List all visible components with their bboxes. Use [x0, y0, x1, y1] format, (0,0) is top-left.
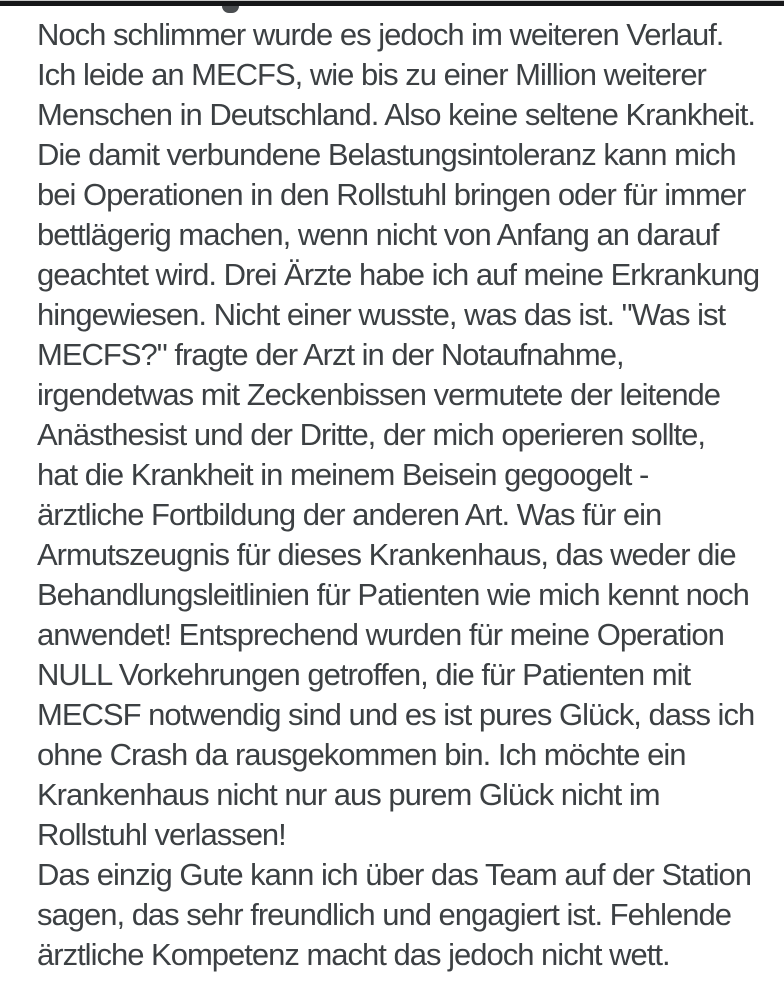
text-line: geachtet wird. Drei Ärzte habe ich auf meine Erkrankung	[37, 257, 760, 292]
text-line: Das einzig Gute kann ich über das Team auf der Station	[37, 857, 751, 892]
text-line: ohne Crash da rausgekommen bin. Ich möchte ein	[37, 737, 686, 772]
text-line: bettlägerig machen, wenn nicht von Anfang an darauf	[37, 217, 719, 252]
text-line: ärztliche Kompetenz macht das jedoch nicht wett.	[37, 937, 670, 972]
text-line: anwendet! Entsprechend wurden für meine Operation	[37, 617, 724, 652]
text-line: Menschen in Deutschland. Also keine seltene Krankheit.	[37, 97, 756, 132]
text-line: MECFS?" fragte der Arzt in der Notaufnahme,	[37, 337, 624, 372]
text-line: Noch schlimmer wurde es jedoch im weiteren Verlauf.	[37, 17, 724, 52]
text-line: Behandlungsleitlinien für Patienten wie mich kennt noch	[37, 577, 749, 612]
text-line: ärztliche Fortbildung der anderen Art. Was für ein	[37, 497, 662, 532]
text-line: hat die Krankheit in meinem Beisein gegoogelt -	[37, 457, 649, 492]
cropped-ui-top-edge	[0, 0, 784, 6]
review-text-block	[37, 15, 762, 975]
text-line: Rollstuhl verlassen!	[37, 817, 286, 852]
text-line: Die damit verbundene Belastungsintoleranz kann mich	[37, 137, 736, 172]
cropped-text-descender	[222, 6, 239, 13]
text-line: MECSF notwendig sind und es ist pures Glück, dass ich	[37, 697, 755, 732]
text-line: Ich leide an MECFS, wie bis zu einer Million weiterer	[37, 57, 706, 92]
text-line: Anästhesist und der Dritte, der mich operieren sollte,	[37, 417, 705, 452]
text-line: hingewiesen. Nicht einer wusste, was das ist. "Was ist	[37, 297, 726, 332]
text-line: Armutszeugnis für dieses Krankenhaus, das weder die	[37, 537, 736, 572]
text-line: bei Operationen in den Rollstuhl bringen oder für immer	[37, 177, 746, 212]
text-line: NULL Vorkehrungen getroffen, die für Patienten mit	[37, 657, 691, 692]
text-line: sagen, das sehr freundlich und engagiert ist. Fehlende	[37, 897, 731, 932]
text-line: Krankenhaus nicht nur aus purem Glück nicht im	[37, 777, 660, 812]
text-line: irgendetwas mit Zeckenbissen vermutete der leitende	[37, 377, 721, 412]
